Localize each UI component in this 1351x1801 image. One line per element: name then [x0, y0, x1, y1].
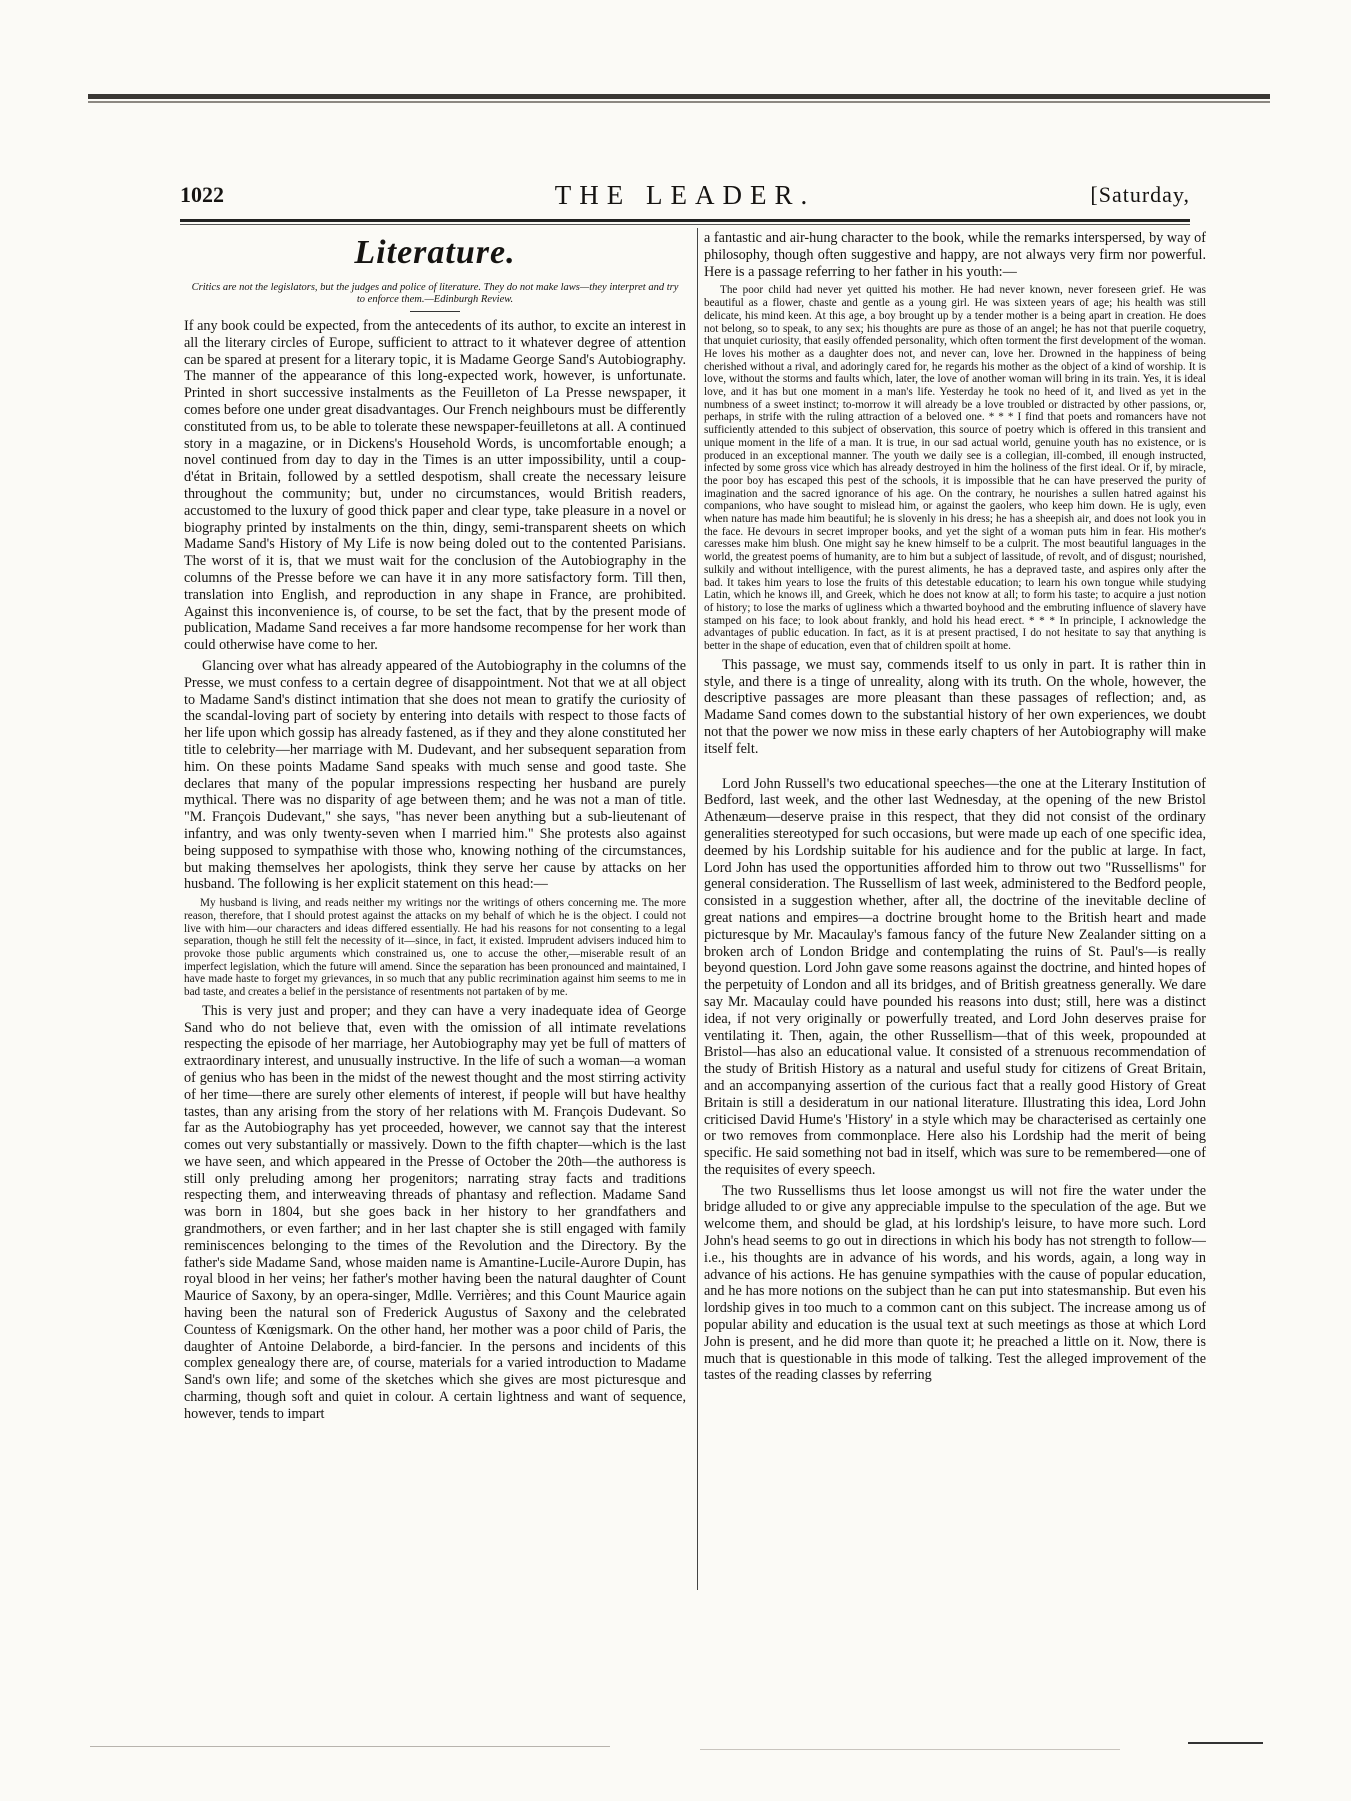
- quoted-passage: The poor child had never yet quitted his mother. He had never known, never foreseen grief. He was beautiful as a flower, chaste and gentle as a young girl. He was sixteen years of age; his health was still delicate, his mind keen. At this age, a boy brought up by a tender mother is a being apart in creation. He does not belong, so to speak, to any sex; his thoughts are pure as those of an angel; he has not that puerile coquetry, that unquiet curiosity, that easily offended personality, which often torment the first development of the woman. He loves his mother as a daughter does not, and never can, love her. Drowned in the happiness of being cherished without a rival, and adoringly cared for, he regards his mother as the object of a kind of worship. It is love, without the storms and faults which, later, the love of another woman will bring in its train. Yes, it is ideal love, and it has but one moment in a man's life. Yesterday he took no heed of it, and lived as yet in the numbness of a sweet instinct; to-morrow it will already be a love troubled or distracted by other passions, or, perhaps, in strife with the ruling attraction of a beloved one. * * * I find that poets and romancers have not sufficiently attended to this subject of observation, this source of poetry which is offered in this transient and unique moment in the life of a man. It is true, in our sad actual world, genuine youth has no existence, or is produced in an exceptional manner. The youth we daily see is a collegian, ill-combed, ill enough instructed, infected by some gross vice which has already destroyed in him the holiness of the first ideal. Or if, by miracle, the poor boy has escaped this pest of the schools, it is impossible that he can have preserved the purity of imagination and the sacred ignorance of his age. On the contrary, he nourishes a sullen hatred against his companions, who have sought to mislead him, or against the gaolers, who keep him down. He is ugly, even when nature has made him beautiful; he is slovenly in his dress; he has a sheepish air, and does not look you in the face. He devours in secret improper books, and yet the sight of a woman puts him in fear. His mother's caresses make him blush. One might say he knew himself to be a culprit. The most beautiful languages in the world, the greatest poems of humanity, are to him but a subject of lassitude, of revolt, and of disgust; nourished, sulkily and without intelligence, with the purest aliments, he has a depraved taste, and aspires only after the bad. It takes him years to lose the fruits of this detestable education; to learn his own tongue while studying Latin, which he knows ill, and Greek, which he does not know at all; to form his taste; to acquire a just notion of history; to lose the marks of ugliness which a thwarted boyhood and the embruting influence of slavery have stamped on his face; to look about frankly, and hold his head erect. * * * In principle, I acknowledge the advantages of public education. In fact, as it is at present practised, I do not hesitate to say that anything is better in the shape of education, even that of children spoilt at home.: [704, 284, 1206, 653]
- motto-rule: [410, 311, 460, 312]
- right-column: [704, 230, 1206, 1590]
- bottom-edge-mark: [90, 1746, 610, 1747]
- paragraph: If any book could be expected, from the antecedents of its author, to excite an interest in all the literary circles of Europe, sufficient to attract to it whatever degree of attention can be spared at present for a literary topic, it is Madame George Sand's Autobiography. The manner of the appearance of this long-expected work, however, is unfortunate. Printed in short successive instalments as the Feuilleton of La Presse newspaper, it comes before one under great disadvantages. Our French neighbours must be differently constituted from us, to be able to tolerate these newspaper-feuilletons at all. A continued story in a magazine, or in Dickens's Household Words, is uncomfortable enough; a novel continued from day to day in the Times is an utter impossibility, until a coup-d'état in Britain, followed by a settled despotism, shall create the necessary leisure throughout the community; but, under no circumstances, would British readers, accustomed to the luxury of good thick paper and clear type, take pleasure in a novel or biography printed by instalments on the thin, dingy, semi-transparent sheets on which Madame Sand's History of My Life is now being doled out to the contented Parisians. The worst of it is, that we must wait for the conclusion of the Autobiography in the columns of the Presse before we can have it in any more satisfactory form. Till then, translation into English, and reproduction in any shape in France, are prohibited. Against this inconvenience is, of course, to be set the fact, that by the present mode of publication, Madame Sand receives a far more handsome recompense for her work than could otherwise have come to her.: [184, 318, 686, 654]
- left-column: [184, 230, 686, 1590]
- header-rule-thin: [180, 224, 1190, 225]
- page-header: [180, 182, 1190, 216]
- paragraph: Glancing over what has already appeared of the Autobiography in the columns of the Presse, we must confess to a certain degree of disappointment. Not that we at all object to Madame Sand's distinct intimation that she does not mean to gratify the curiosity of the scandal-loving part of society by entering into details with respect to those facts of her life upon which gossip has already fastened, as if they and they alone constituted her title to celebrity—her marriage with M. Dudevant, and her subsequent separation from him. On these points Madame Sand speaks with much sense and good taste. She declares that many of the popular impressions respecting her husband are purely mythical. There was no disparity of age between them; and he was not a man of title. "M. François Dudevant," she says, "has never been anything but a sub-lieutenant of infantry, and was only twenty-seven when I married him." She protests also against being supposed to sympathise with those who, knowing nothing of the circumstances, but making themselves her apologists, think they serve her cause by attacks on her husband. The following is her explicit statement on this head:—: [184, 657, 686, 893]
- bottom-edge-mark: [700, 1749, 1120, 1750]
- quoted-passage: My husband is living, and reads neither my writings nor the writings of others concerning me. The more reason, therefore, that I should protest against the attacks on my behalf of which he is the object. I could not live with him—our characters and ideas differed essentially. He had his reasons for not consenting to a legal separation, though he still felt the necessity of it—since, in fact, it existed. Imprudent advisers induced him to provoke those public arguments which constrained us, one to accuse the other,—miserable result of an imperfect legislation, which the future will amend. Since the separation has been pronounced and maintained, I have made haste to forget my grievances, in so much that any public recrimination against him seems to me in bad taste, and creates a belief in the persistance of resentments not partaken of by me.: [184, 897, 686, 999]
- day-label: [Saturday,: [1090, 182, 1190, 207]
- section-title: Literature.: [354, 234, 516, 271]
- paragraph: Lord John Russell's two educational speeches—the one at the Literary Institution of Bedford, last week, and the other last Wednesday, at the opening of the new Bristol Athenæum—deserve praise in this respect, that they did not consist of the ordinary generalities stereotyped for such occasions, but were made up each of one specific idea, deemed by his Lordship suitable for his audience and for the public at large. In fact, Lord John has used the opportunities afforded him to throw out two "Russellisms" for general consideration. The Russellism of last week, administered to the Bedford people, consisted in a suggestion whether, after all, the doctrine of the inevitable decline of great nations and empires—a doctrine brought home to the British heart and made picturesque by Mr. Macaulay's famous fancy of the future New Zealander sitting on a broken arch of London Bridge and contemplating the ruins of St. Paul's—is really beyond question. Lord John gave some reasons against the doctrine, and hinted hopes of the perpetuity of London and all its bridges, and of British greatness generally. We dare say Mr. Macaulay could have pounded his reasons into dust; still, here was a distinct idea, if not very originally or powerfully treated, and Lord John deserves praise for ventilating it. Then, again, the other Russellism—that of this week, propounded at Bristol—has also an educational value. It consisted of a strenuous recommendation of the study of British History as a natural and useful study for citizens of Great Britain, and an accompanying assertion of the curious fact that a really good History of Great Britain is still a desideratum in our national literature. Illustrating this idea, Lord John criticised David Hume's 'History' in a style which may be characterised as certainly one or two removes from commonplace. Here also his Lordship had the merit of being specific. He said something not bad in itself, which was sure to be remembered—one of the requisites of every speech.: [704, 775, 1206, 1178]
- paragraph: The two Russellisms thus let loose amongst us will not fire the water under the bridge alluded to or give any appreciable impulse to the speculation of the age. But we welcome them, and should be glad, at his lordship's leisure, to have more such. Lord John's head seems to go out in directions in which his body has not strength to follow—i.e., his thoughts are in advance of his words, and his words, again, a long way in advance of his actions. He has genuine sympathies with the cause of popular education, and he has more notions on the subject than he can put into statesmanship. But even his lordship gives in too much to a common cant on this subject. The increase among us of popular ability and education is the usual text at such meetings as those at which Lord John is present, and he did more than quote it; he preached a little on it. Now, there is much that is questionable in this mode of talking. Test the alleged improvement of the tastes of the reading classes by referring: [704, 1182, 1206, 1384]
- top-border-rule-thin: [88, 101, 1270, 103]
- page-number: 1022: [180, 182, 224, 207]
- article-gap: [704, 762, 1206, 776]
- paragraph: a fantastic and air-hung character to the book, while the remarks interspersed, by way of philosophy, though often suggestive and happy, are not always very firm nor powerful. Here is a passage referring to her father in his youth:—: [704, 230, 1206, 280]
- paragraph: This is very just and proper; and they can have a very inadequate idea of George Sand who do not believe that, even with the omission of all intimate revelations respecting the episode of her marriage, her Autobiography may yet be full of matters of extraordinary interest, and unusually instructive. In the life of such a woman—a woman of genius who has been in the midst of the newest thought and the most stirring activity of her time—there are surely other elements of interest, if people will but have healthy tastes, than any arising from the story of her relations with M. François Dudevant. So far as the Autobiography has yet proceeded, however, we cannot say that the interest comes out very substantially or massively. Down to the fifth chapter—which is the last we have seen, and which appeared in the Presse of October the 20th—the authoress is still only preluding among her progenitors; narrating stray facts and traditions respecting them, and interweaving threads of phantasy and reflection. Madame Sand was born in 1804, but she goes back in her history to her grandfathers and grandmothers, or even farther; and in her last chapter she is still engaged with family reminiscences belonging to the times of the Revolution and the Directory. By the father's side Madame Sand, whose maiden name is Amantine-Lucile-Aurore Dupin, has royal blood in her veins; her father's mother having been the natural daughter of Count Maurice of Saxony, by an opera-singer, Mdlle. Verrières; and this Count Maurice again having been the natural son of Frederick Augustus of Saxony and the celebrated Countess of Kœnigsmark. On the other hand, her mother was a poor child of Paris, the daughter of Antoine Delaborde, a bird-fancier. In the persons and incidents of this complex genealogy there are, of course, materials for a varied introduction to Madame Sand's own life; and some of the sketches which she gives are most picturesque and charming, though soft and quiet in colour. A certain lightness and want of sequence, however, tends to impart: [184, 1002, 686, 1422]
- section-motto: Critics are not the legislators, but the judges and police of literature. They do not make laws—they interpret and try to enforce them.—Edinburgh Review.: [191, 282, 679, 305]
- paragraph: This passage, we must say, commends itself to us only in part. It is rather thin in style, and there is a tinge of unreality, along with its truth. On the whole, however, the descriptive passages are more pleasant than these passages of reflection; and, as Madame Sand comes down to the substantial history of her own experiences, we doubt not that the power we now miss in these early chapters of her Autobiography will make itself felt.: [704, 656, 1206, 757]
- newspaper-title: THE LEADER.: [554, 180, 816, 210]
- top-border-rule: [88, 94, 1270, 99]
- column-divider: [697, 228, 698, 1590]
- bottom-rule: [1188, 1742, 1263, 1744]
- header-rule: [180, 219, 1190, 222]
